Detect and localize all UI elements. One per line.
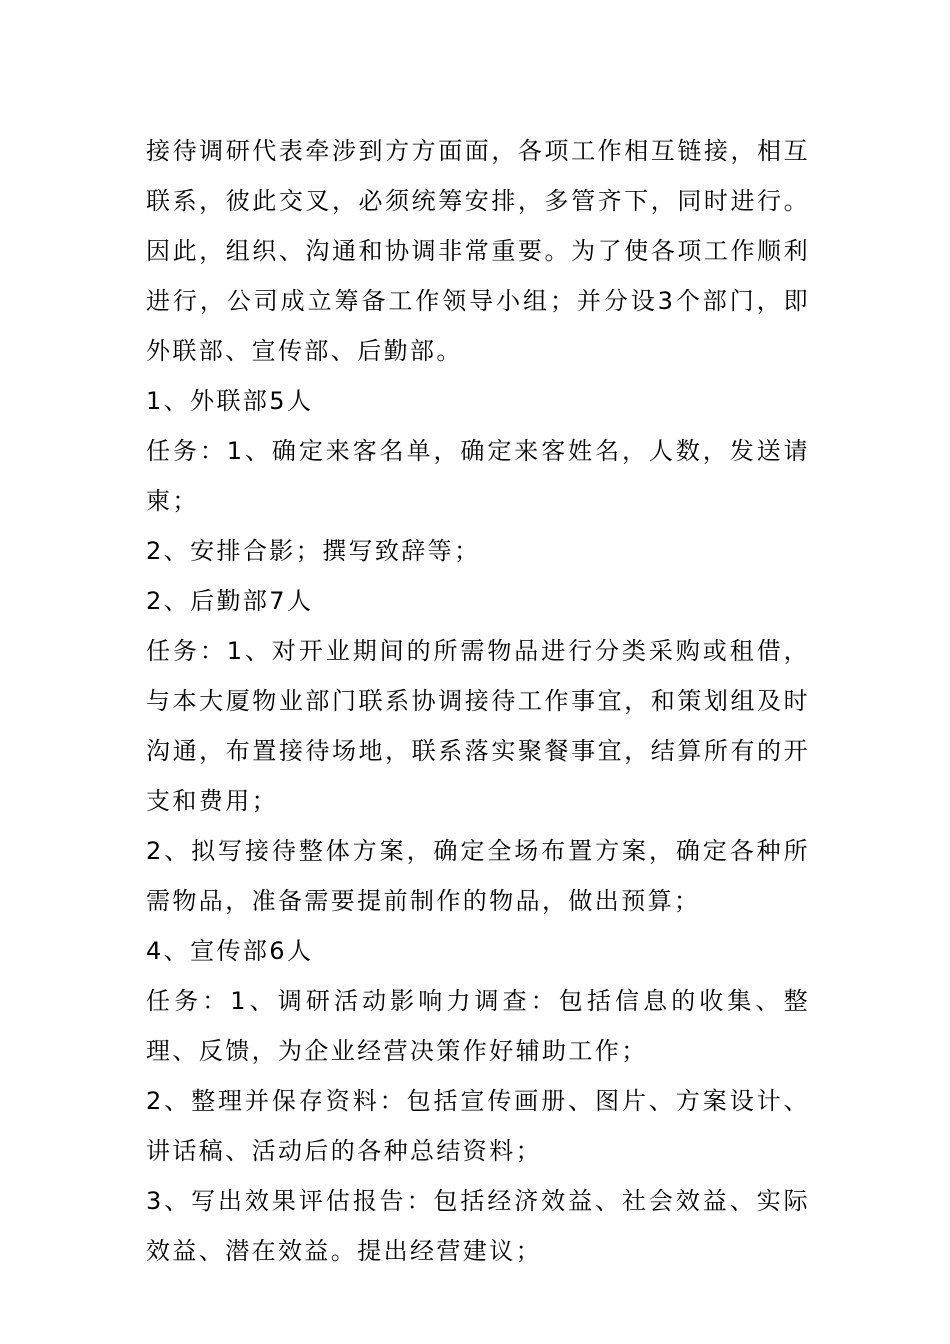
- section-heading-outreach: 1、外联部5人: [146, 387, 314, 415]
- task-paragraph: 2、拟写接待整体方案，确定全场布置方案，确定各种所需物品，准备需要提前制作的物品，做出预算；: [146, 837, 810, 915]
- task-paragraph: 任务：1、调研活动影响力调查：包括信息的收集、整理、反馈，为企业经营决策作好辅助工作；: [146, 987, 810, 1065]
- task-paragraph: 任务：1、对开业期间的所需物品进行分类采购或租借，与本大厦物业部门联系协调接待工作事宜，和策划组及时沟通，布置接待场地，联系落实聚餐事宜，结算所有的开支和费用；: [146, 637, 810, 815]
- document-body: [146, 126, 810, 1276]
- task-paragraph: 2、安排合影；撰写致辞等；: [146, 537, 481, 565]
- section-heading-publicity: 4、宣传部6人: [146, 937, 314, 965]
- task-paragraph: 任务：1、确定来客名单，确定来客姓名，人数，发送请柬；: [146, 437, 810, 515]
- task-paragraph: 2、整理并保存资料：包括宣传画册、图片、方案设计、讲话稿、活动后的各种总结资料；: [146, 1087, 810, 1165]
- intro-paragraph: 接待调研代表牵涉到方方面面，各项工作相互链接，相互联系，彼此交叉，必须统筹安排，多管齐下，同时进行。因此，组织、沟通和协调非常重要。为了使各项工作顺利进行，公司成立筹备工作领导小组；并分设3个部门，即外联部、宣传部、后勤部。: [146, 137, 810, 365]
- section-heading-logistics: 2、后勤部7人: [146, 587, 314, 615]
- task-paragraph: 3、写出效果评估报告：包括经济效益、社会效益、实际效益、潜在效益。提出经营建议；: [146, 1187, 810, 1265]
